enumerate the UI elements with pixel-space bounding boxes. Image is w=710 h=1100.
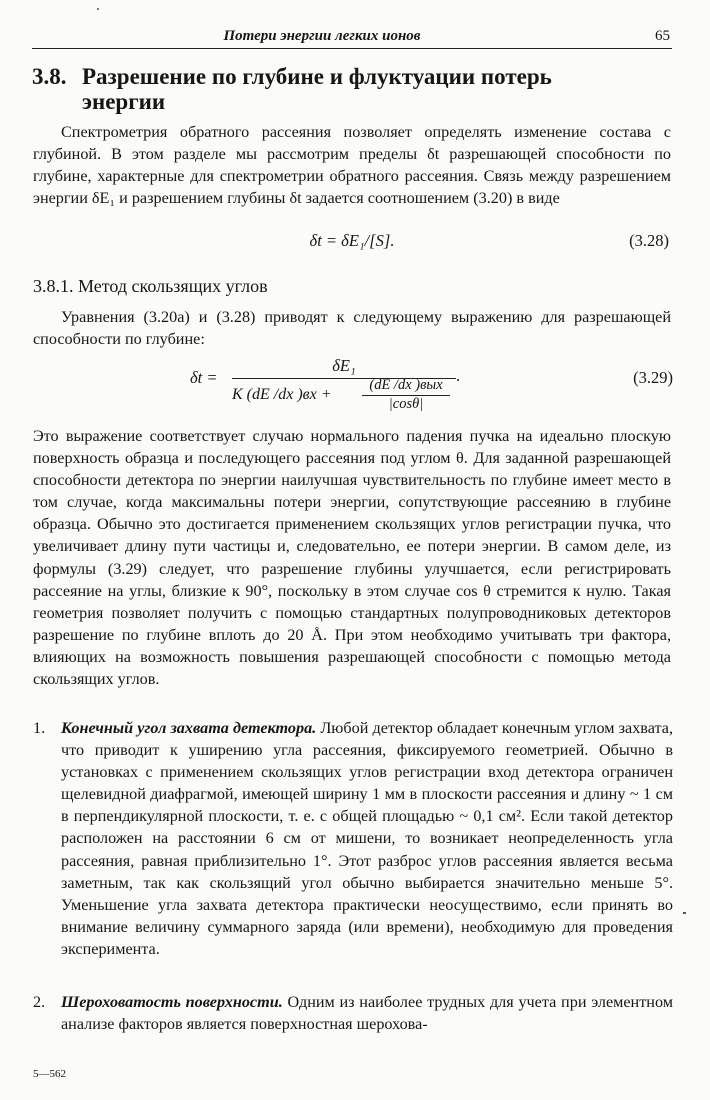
subsection-intro: Уравнения (3.20а) и (3.28) приводят к следующему выражению для разрешающей способности по глубине:	[33, 308, 671, 349]
equation-number: (3.29)	[633, 368, 673, 387]
equation-body: δt = δE₁/[S].	[309, 231, 395, 250]
equation-tail: .	[456, 366, 461, 385]
section-number: 3.8.	[32, 64, 67, 89]
main-paragraph: Это выражение соответствует случаю нормального падения пучка на идеально плоскую поверхность образца и последующего рассеяния под углом θ. Для заданной разрешающей способности детектора по энергии наилучшая чувствительность по глубине имеет место в том случае, когда максимальны потери энергии, сопутствующие рассеянию в глубине образца. Обычно это достигается применением скользящих углов регистрации пучка, что увеличивает длину пути частицы и, следовательно, ее потери энергии. В самом деле, из формулы (3.29) следует, что разрешение глубины улучшается, если регистрировать рассеяние на углы, близкие к 90°, поскольку в этом случае cos θ стремится к нулю. Такая геометрия позволяет получить с помощью стандартных полупроводниковых детекторов разрешение по глубине вплоть до 20 Å. При этом необходимо учитывать три фактора, влияющих на возможность повышения разрешающей способности с помощью метода скользящих углов.	[33, 427, 671, 689]
page-number: 65	[655, 28, 670, 44]
list-item	[33, 991, 673, 1035]
list-item	[33, 717, 673, 960]
subsection-heading: 3.8.1. Метод скользящих углов	[33, 276, 268, 296]
list-item-lead: Конечный угол захвата детектора.	[61, 719, 317, 737]
equation-inner-numerator: (dE /dx )вых	[369, 377, 443, 393]
equation-number: (3.28)	[629, 231, 669, 250]
section-heading	[32, 64, 672, 114]
list-marker: 1.	[33, 719, 46, 737]
list-item-text: Одним из наиболее трудных для учета при элементном анализе факторов является поверхностная шерохова-	[61, 993, 673, 1034]
list-item-lead: Шероховатость поверхности.	[61, 993, 283, 1011]
list-item-text: Любой детектор обладает конечным углом захвата, что приводит к уширению угла рассеяния, фиксируемого геометрией. Обычно в установках с применением скользящих углов регистрации вход детектора ограничен щелевидной диафрагмой, имеющей ширину 1 мм в плоскости рассеяния и длину ~ 1 см в перпендикулярной плоскости, т. е. с общей площадью ~ 0,1 см². Если такой детектор расположен на расстоянии 6 см от мишени, то возникает неопределенность угла рассеяния, равная приблизительно 1°. Этот разброс углов рассеяния является весьма заметным, так как скользящий угол обычно выбирается значительно меньше 5°. Уменьшение угла захвата детектора практически неосуществимо, если принять во внимание величину суммарного заряда (или времени), необходимую для проведения эксперимента.	[61, 719, 673, 958]
section-title-line1: Разрешение по глубине и флуктуации потерь	[82, 64, 552, 89]
scan-speck	[683, 912, 686, 914]
running-head-title: Потери энергии легких ионов	[223, 28, 421, 44]
section-title-line2: энергии	[82, 89, 166, 114]
equation-numerator: δE₁	[332, 356, 356, 375]
running-head	[32, 26, 672, 49]
printer-signature: 5—562	[33, 1068, 66, 1080]
equation-inner-denominator: |cosθ|	[388, 396, 424, 412]
scan-speck	[97, 8, 99, 10]
list-marker: 2.	[33, 993, 46, 1011]
equation-denominator-term: K (dE /dx )вх +	[232, 386, 332, 403]
equation-lhs: δt =	[190, 368, 218, 387]
intro-paragraph: Спектрометрия обратного рассеяния позволяет определять изменение состава с глубиной. В этом разделе мы рассмотрим пределы δt разрешающей способности по глубине, характерные для спектрометрии обратного рассеяния. Связь между разрешением энергии δE₁ и разрешением глубины δt задается соотношением (3.20) в виде	[33, 123, 671, 208]
